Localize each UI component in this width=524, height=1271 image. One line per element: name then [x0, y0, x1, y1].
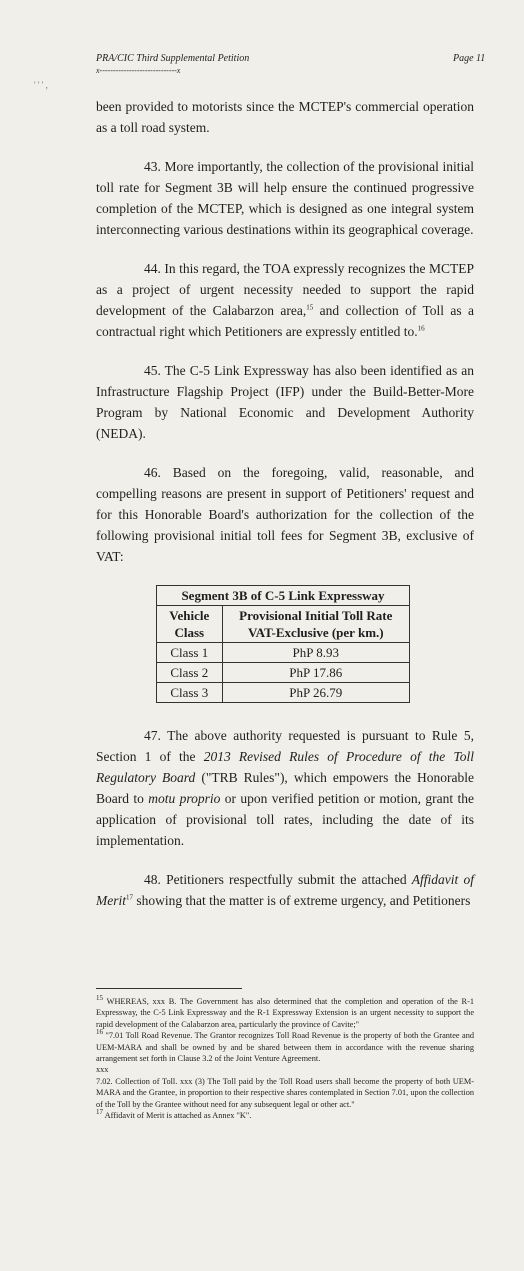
- body-text: [96, 96, 474, 929]
- column-header-toll-rate: Provisional Initial Toll Rate VAT-Exclusive (per km.): [222, 606, 409, 643]
- table-row: Class 2 PhP 17.86: [157, 663, 410, 683]
- page-number: Page 11: [453, 53, 486, 64]
- footnote-17: $^{17}$ Affidavit of Merit is attached as Annex "K".: [96, 1108, 252, 1121]
- footnote-15: $^{15}$ WHEREAS, xxx B. The Government has also determined that the completion and operation of the R-1 Expressway, the C-5 Link Expressway and the R-1 Expressway Extension is an urgent necessity to support the rapid development of the Calabarzon area, particularly the province of Cavite;": [96, 994, 474, 1029]
- table-row: Class 1 PhP 8.93: [157, 643, 410, 663]
- paragraph-46: 46. Based on the foregoing, valid, reasonable, and compelling reasons are present in support of Petitioners' request and for this Honorable Board's authorization for the collection of the following provisional initial toll fees for Segment 3B, exclusive of VAT:: [96, 465, 474, 564]
- footnote-16-ellipsis: xxx: [96, 1065, 109, 1075]
- paragraph-45: 45. The C-5 Link Expressway has also been identified as an Infrastructure Flagship Project (IFP) under the Build-Better-More Program by National Economic and Development Authority (NEDA).: [96, 363, 474, 441]
- footnotes: [96, 996, 474, 1121]
- footnote-ref-16: 16: [417, 324, 425, 333]
- footnote-16: $^{16}$ "7.01 Toll Road Revenue. The Grantor recognizes Toll Road Revenue is the property of both the Grantee and UEM-MARA and shall be owned by and be shared between them in accordance with the revenue sharing arrangement set forth in Clause 3.2 of the Joint Venture Agreement.: [96, 1028, 474, 1064]
- paragraph-48: 48. Petitioners respectfully submit the attached Affidavit of Merit$^{17}$ showing that the matter is of extreme urgency, and Petitioners: [96, 872, 474, 908]
- footnote-ref-17: 17: [126, 893, 133, 902]
- table-row: Class 3 PhP 26.79: [157, 683, 410, 703]
- margin-marks: ' ' ' ,: [34, 80, 48, 90]
- footnote-16-continued: 7.02. Collection of Toll. xxx (3) The Toll paid by the Toll Road users shall become the property of both UEM-MARA and the Grantee, in proportion to their respective shares contemplated in Section 7.01, upon the collection of the Toll by the Grantee without need for any subsequent legal or other act.": [96, 1076, 474, 1109]
- paragraph-44: 44. In this regard, the TOA expressly recognizes the MCTEP as a project of urgent necessity needed to support the rapid development of the Calabarzon area,$^{15}$ and collection of Toll as a contractual right which Petitioners are expressly entitled to.$^{16}$: [96, 261, 475, 339]
- toll-rate-table: [156, 585, 410, 703]
- paragraph-43: 43. More importantly, the collection of the provisional initial toll rate for Segment 3B will help ensure the continued progressive completion of the MCTEP, which is designed as one integral system interconnecting various destinations within its geographical coverage.: [96, 159, 474, 237]
- table-title: Segment 3B of C-5 Link Expressway: [157, 586, 410, 606]
- paragraph-47: 47. The above authority requested is pursuant to Rule 5, Section 1 of the 2013 Revised Rules of Procedure of the Toll Regulatory Board ("TRB Rules"), which empowers the Honorable Board to motu proprio or upon verified petition or motion, grant the application of provisional toll rates, including the date of its implementation.: [96, 728, 474, 848]
- header-title: PRA/CIC Third Supplemental Petition: [96, 53, 250, 64]
- footnote-ref-15: 15: [306, 303, 314, 312]
- footnote-divider: [96, 988, 242, 989]
- column-header-vehicle-class: Vehicle Class: [157, 606, 223, 643]
- paragraph-continued: been provided to motorists since the MCTEP's commercial operation as a toll road system.: [96, 99, 474, 135]
- header-rule: x-----------------------------x: [96, 66, 181, 75]
